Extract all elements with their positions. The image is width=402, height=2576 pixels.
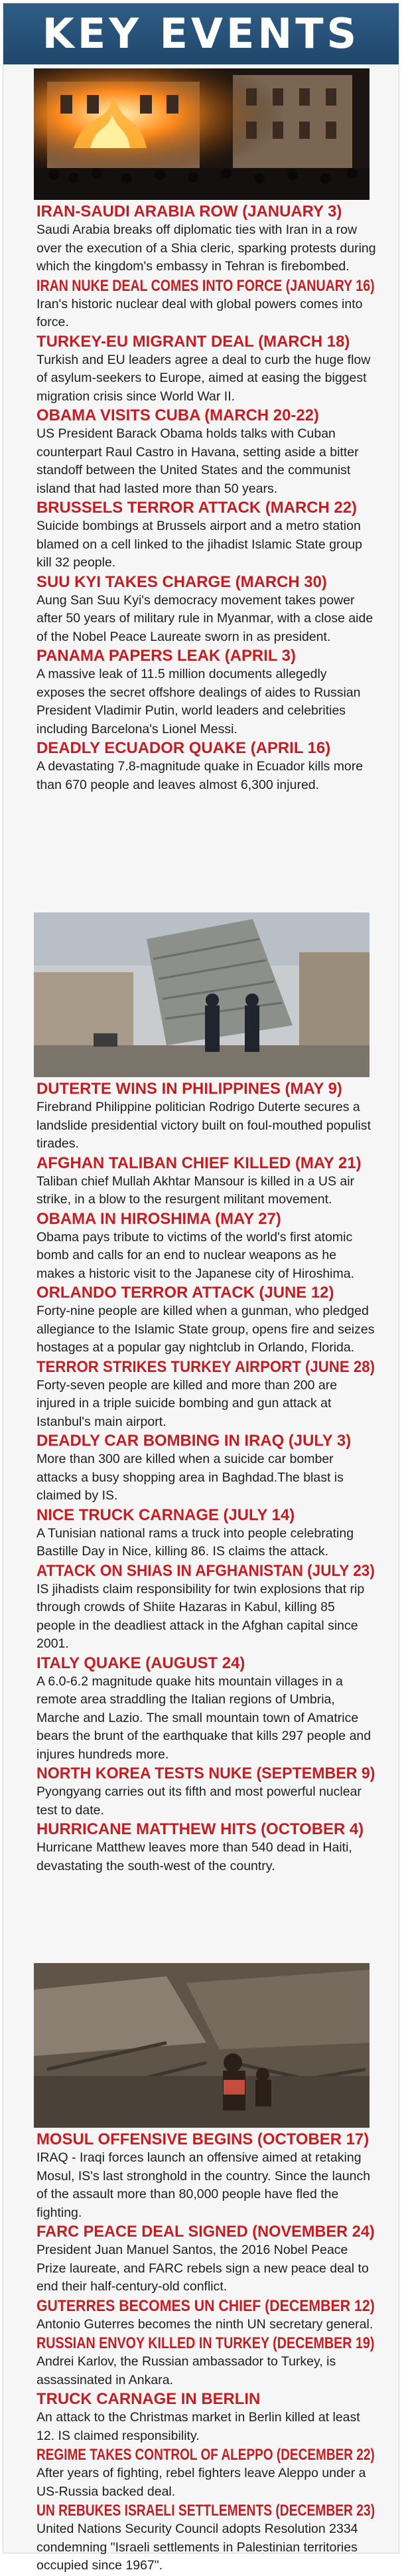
event-description: Suicide bombings at Brussels airport and a metro station blamed on a cell linked to the jihadist Islamic State group kill 32 people.	[36, 519, 363, 570]
event-item	[36, 2334, 376, 2389]
event-title: UN REBUKES ISRAELI SETTLEMENTS (DECEMBER 23)	[36, 2502, 375, 2520]
event-item	[36, 333, 376, 406]
event-description: A 6.0-6.2 magnitude quake hits mountain villages in a remote area straddling the Italian regions of Umbria, Marche and Lazio. The small mountain town of Amatrice bears the brunt of the earthquake that kills 297 people and injures hundreds more.	[36, 1674, 371, 1762]
event-item	[36, 1284, 376, 1357]
event-title: OBAMA IN HIROSHIMA (MAY 27)	[36, 1209, 281, 1228]
event-description: President Juan Manuel Santos, the 2016 Nobel Peace Prize laureate, and FARC rebels sign a new peace deal to end their half-century-old conflict.	[36, 2243, 369, 2294]
event-description: Forty-seven people are killed and more than 200 are injured in a triple suicide bombing and gun attack at Istanbul's main airport.	[36, 1377, 338, 1429]
ecuador-quake-photo	[34, 912, 369, 1077]
event-description: More than 300 are killed when a suicide car bomber attacks a busy shopping area in Baghdad.The blast is claimed by IS.	[36, 1452, 344, 1503]
event-item	[36, 1358, 376, 1432]
event-description: A Tunisian national rams a truck into people celebrating Bastille Day in Nice, killing 86. IS claims the attack.	[36, 1525, 354, 1559]
event-item	[36, 2130, 376, 2222]
events-group-3	[36, 2130, 376, 2576]
event-description: Taliban chief Mullah Akhtar Mansour is killed in a US air strike, in a blow to the resurgent militant movement.	[36, 1173, 355, 1207]
event-item	[36, 739, 376, 794]
event-item	[36, 1764, 376, 1820]
event-description: Forty-nine people are killed when a gunman, who pledged allegiance to the Islamic State group, opens fire and seizes hostages at a popular gay nightclub in Orlando, Florida.	[36, 1304, 375, 1355]
event-title: IRAN NUKE DEAL COMES INTO FORCE (JANUARY 16)	[36, 276, 375, 295]
event-title: MOSUL OFFENSIVE BEGINS (OCTOBER 17)	[36, 2130, 369, 2148]
event-description: After years of fighting, rebel fighters leave Aleppo under a US-Russia backed deal.	[36, 2466, 366, 2499]
event-item	[36, 647, 376, 738]
event-description: Saudi Arabia breaks off diplomatic ties with Iran in a row over the execution of a Shia cleric, sparking protests during which the kingdom's embassy in Tehran is firebombed.	[36, 222, 376, 274]
event-item	[36, 1210, 376, 1284]
event-description: United Nations Security Council adopts Resolution 2334 condemning "Israeli settlements in Palestinian territories occupied since 1967".	[36, 2522, 358, 2573]
event-item	[36, 2390, 376, 2445]
event-item	[36, 1820, 376, 1875]
event-item	[36, 2297, 376, 2334]
event-title: NICE TRUCK CARNAGE (JULY 14)	[36, 1505, 295, 1524]
event-title: PANAMA PAPERS LEAK (APRIL 3)	[36, 647, 296, 665]
event-item	[36, 277, 376, 332]
event-title: TERROR STRIKES TURKEY AIRPORT (JUNE 28)	[36, 1357, 375, 1376]
event-description: IRAQ - Iraqi forces launch an offensive aimed at retaking Mosul, IS's last stronghold in the country. Since the launch of the assault more than 80,000 people have fled the fighting.	[36, 2150, 371, 2220]
event-title: RUSSIAN ENVOY KILLED IN TURKEY (DECEMBER 19)	[36, 2334, 375, 2352]
event-item	[36, 2502, 376, 2575]
events-group-1	[36, 203, 376, 795]
event-title: FARC PEACE DEAL SIGNED (NOVEMBER 24)	[36, 2223, 375, 2241]
event-item	[36, 2446, 376, 2501]
event-title: SUU KYI TAKES CHARGE (MARCH 30)	[36, 572, 327, 591]
key-events-panel	[3, 3, 399, 2573]
event-item	[36, 1154, 376, 1209]
event-title: NORTH KOREA TESTS NUKE (SEPTEMBER 9)	[36, 1764, 375, 1782]
event-item	[36, 406, 376, 498]
event-item	[36, 203, 376, 276]
event-title: TURKEY-EU MIGRANT DEAL (MARCH 18)	[36, 332, 350, 351]
event-item	[36, 2223, 376, 2296]
event-title: OBAMA VISITS CUBA (MARCH 20-22)	[36, 406, 319, 424]
event-item	[36, 1506, 376, 1561]
event-description: Aung San Suu Kyi's democracy movement takes power after 50 years of military rule in Myanmar, with a close aide of the Nobel Peace Laureate sworn in as president.	[36, 592, 373, 644]
event-title: DUTERTE WINS IN PHILIPPINES (MAY 9)	[36, 1080, 342, 1098]
event-item	[36, 1654, 376, 1764]
event-item	[36, 1080, 376, 1154]
event-description: Hurricane Matthew leaves more than 540 dead in Haiti, devastating the south-west of the country.	[36, 1840, 352, 1873]
haiti-hurricane-photo	[34, 1963, 369, 2128]
event-title: BRUSSELS TERROR ATTACK (MARCH 22)	[36, 499, 357, 517]
event-title: ATTACK ON SHIAS IN AFGHANISTAN (JULY 23)	[36, 1561, 375, 1580]
event-description: Turkish and EU leaders agree a deal to curb the huge flow of asylum-seekers to Europe, aimed at easing the biggest migration crisis since World War II.	[36, 352, 371, 404]
event-title: DEADLY ECUADOR QUAKE (APRIL 16)	[36, 739, 331, 757]
event-title: DEADLY CAR BOMBING IN IRAQ (JULY 3)	[36, 1432, 352, 1450]
event-title: HURRICANE MATTHEW HITS (OCTOBER 4)	[36, 1820, 364, 1838]
event-description: Obama pays tribute to victims of the world's first atomic bomb and calls for an end to nuclear weapons as he makes a historic visit to the Japanese city of Hiroshima.	[36, 1229, 355, 1281]
event-item	[36, 1562, 376, 1654]
event-title: TRUCK CARNAGE IN BERLIN	[36, 2390, 261, 2408]
event-item	[36, 573, 376, 647]
event-description: US President Barack Obama holds talks with Cuban counterpart Raul Castro in Havana, setting aside a bitter standoff between the United States and the communist island that had lasted more than 50 years.	[36, 426, 359, 496]
page-title: KEY EVENTS	[3, 3, 399, 64]
event-description: A devastating 7.8-magnitude quake in Ecuador kills more than 670 people and leaves almost 6,300 injured.	[36, 759, 364, 792]
event-description: Antonio Guterres becomes the ninth UN secretary general.	[36, 2316, 373, 2332]
event-title: GUTERRES BECOMES UN CHIEF (DECEMBER 12)	[36, 2296, 375, 2315]
event-title: REGIME TAKES CONTROL OF ALEPPO (DECEMBER 22)	[36, 2446, 375, 2464]
embassy-fire-photo	[34, 68, 369, 200]
event-description: Pyongyang carries out its fifth and most powerful nuclear test to date.	[36, 1784, 362, 1818]
event-description: Andrei Karlov, the Russian ambassador to Turkey, is assassinated in Ankara.	[36, 2354, 336, 2387]
event-title: AFGHAN TALIBAN CHIEF KILLED (MAY 21)	[36, 1154, 362, 1172]
event-item	[36, 499, 376, 572]
event-description: Iran's historic nuclear deal with global powers comes into force.	[36, 296, 363, 329]
event-description: Firebrand Philippine politician Rodrigo Duterte secures a landslide presidential victory built on foul-mouthed populist tirades.	[36, 1100, 371, 1151]
event-description: A massive leak of 11.5 million documents allegedly exposes the secret offshore dealings of aides to Russian President Vladimir Putin, world leaders and celebrities including Barcelona's Lionel Messi.	[36, 667, 361, 736]
event-item	[36, 1432, 376, 1505]
event-title: ORLANDO TERROR ATTACK (JUNE 12)	[36, 1284, 334, 1302]
event-description: IS jihadists claim responsibility for twin explosions that rip through crowds of Shiite Hazaras in Kabul, killing 85 people in the deadliest attack in the Afghan capital since 2001.	[36, 1581, 365, 1651]
event-description: An attack to the Christmas market in Berlin killed at least 12. IS claimed responsibility.	[36, 2410, 360, 2443]
event-title: ITALY QUAKE (AUGUST 24)	[36, 1654, 245, 1672]
event-title: IRAN-SAUDI ARABIA ROW (JANUARY 3)	[36, 203, 342, 220]
events-group-2	[36, 1080, 376, 1876]
